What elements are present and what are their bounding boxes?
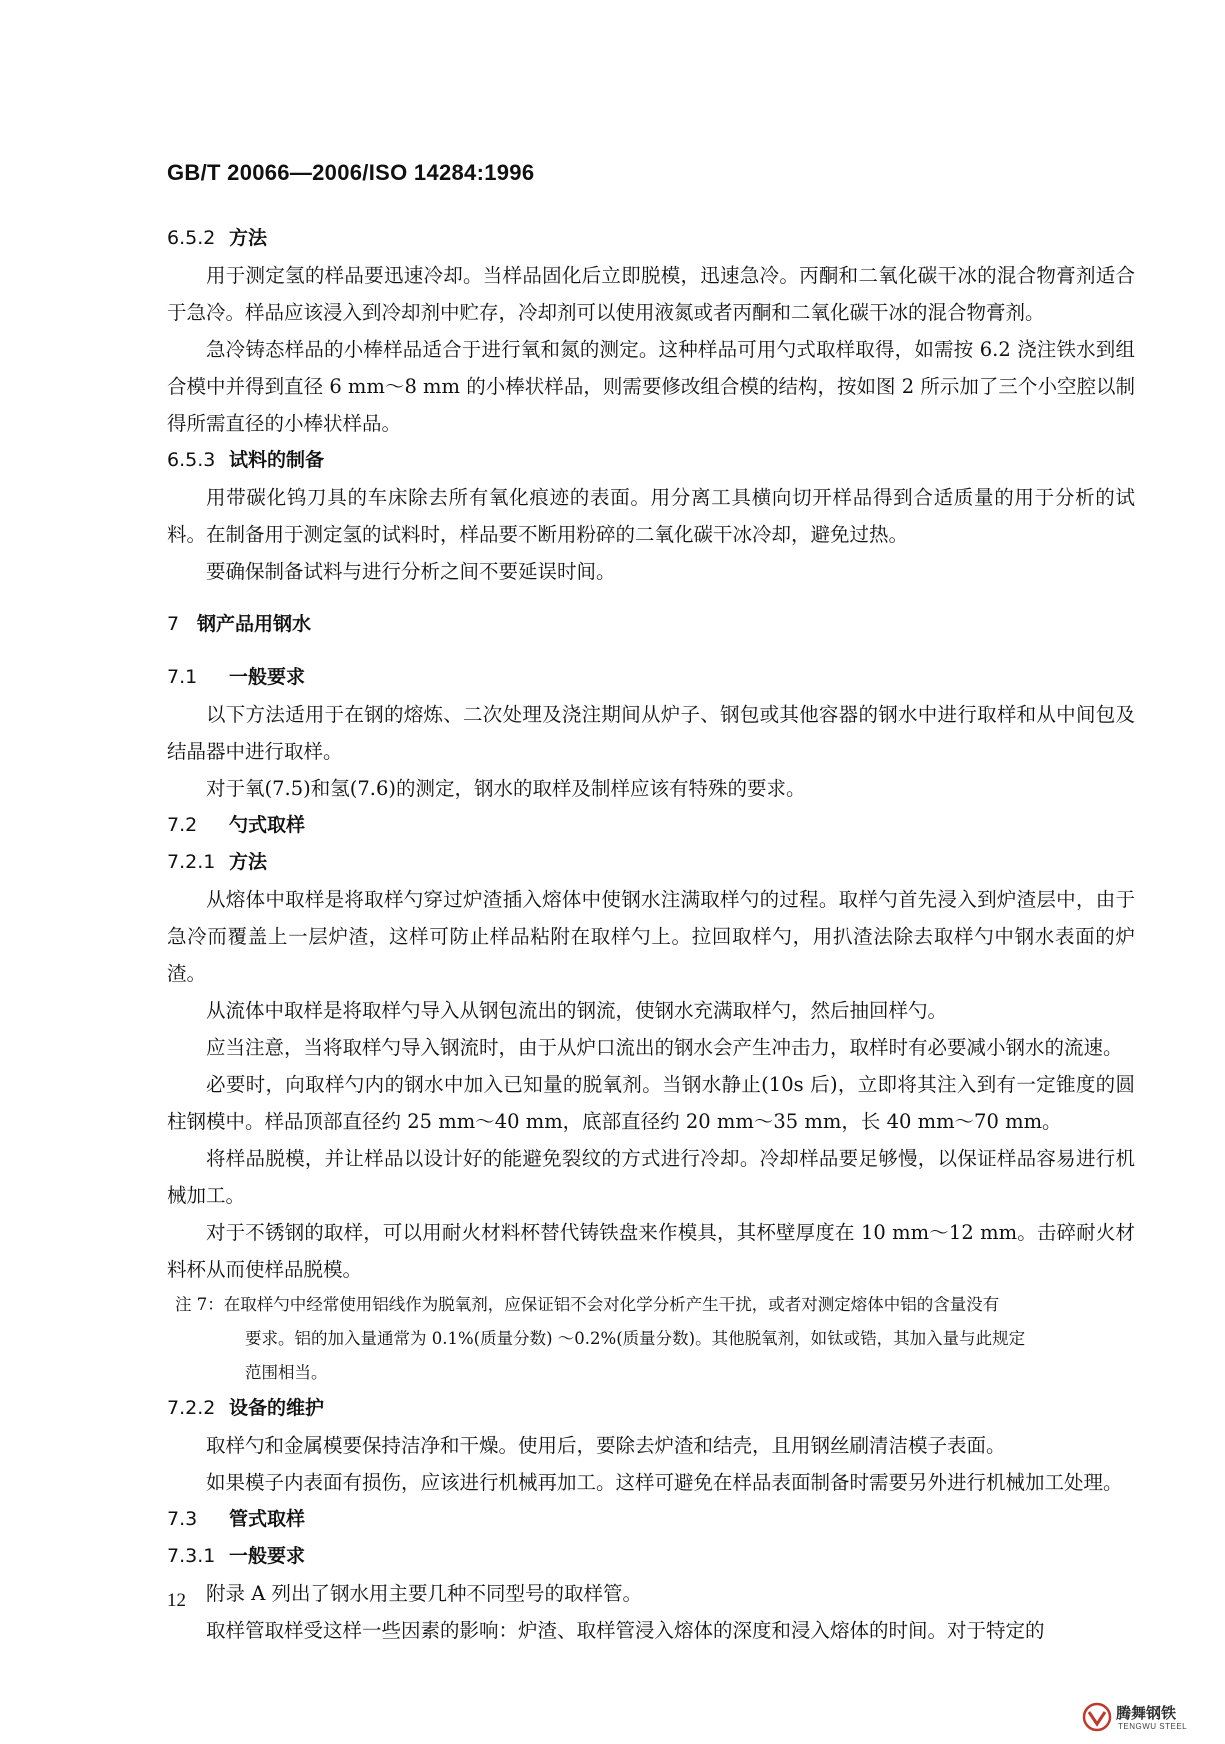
logo-text-en: TENGWU STEEL — [1118, 1722, 1188, 1731]
paragraph: 以下方法适用于在钢的熔炼、二次处理及浇注期间从炉子、钢包或其他容器的钢水中进行取样和从中间包及结晶器中进行取样。 — [167, 703, 1135, 763]
section-heading — [167, 1501, 1135, 1538]
section-heading — [167, 807, 1135, 844]
section-number: 7.3.1 — [167, 1545, 216, 1567]
section-number: 7 — [167, 613, 180, 635]
section-title: 方法 — [229, 227, 268, 249]
section-number: 7.2.2 — [167, 1397, 216, 1419]
paragraph: 用于测定氢的样品要迅速冷却。当样品固化后立即脱模，迅速急冷。丙酮和二氧化碳干冰的混合物膏剂适合于急冷。样品应该浸入到冷却剂中贮存，冷却剂可以使用液氮或者丙酮和二氧化碳干冰的混合物膏剂。 — [167, 264, 1135, 324]
logo-text-cn: 腾舞钢铁 — [1116, 1704, 1177, 1722]
watermark-logo — [1082, 1700, 1202, 1736]
section-number: 7.2.1 — [167, 851, 216, 873]
logo-icon — [1082, 1702, 1112, 1732]
standard-header: GB/T 20066—2006/ISO 14284:1996 — [167, 160, 535, 185]
paragraph: 从熔体中取样是将取样勺穿过炉渣插入熔体中使钢水注满取样勺的过程。取样勺首先浸入到炉渣层中，由于急冷而覆盖上一层炉渣，这样可防止样品粘附在取样勺上。拉回取样勺，用扒渣法除去取样勺中钢水表面的炉渣。 — [167, 888, 1135, 985]
section-number: 7.1 — [167, 666, 198, 688]
paragraph: 用带碳化钨刀具的车床除去所有氧化痕迹的表面。用分离工具横向切开样品得到合适质量的用于分析的试料。在制备用于测定氢的试料时，样品要不断用粉碎的二氧化碳干冰冷却，避免过热。 — [167, 486, 1135, 546]
section-heading — [167, 442, 1135, 479]
note-block — [167, 1288, 1135, 1390]
section-title: 一般要求 — [229, 1545, 306, 1567]
section-title: 勺式取样 — [229, 814, 306, 836]
page-number: 12 — [167, 1590, 186, 1611]
section-title: 钢产品用钢水 — [197, 613, 312, 635]
section-title: 一般要求 — [229, 666, 306, 688]
paragraph: 取样勺和金属模要保持洁净和干燥。使用后，要除去炉渣和结壳，且用钢丝刷清洁模子表面。 — [206, 1434, 1006, 1457]
paragraph: 急冷铸态样品的小棒样品适合于进行氧和氮的测定。这种样品可用勺式取样取得，如需按 6.2 浇注铁水到组合模中并得到直径 6 mm～8 mm 的小棒状样品，则需要修改组合模的结构，按如图 2 所示加了三个小空腔以制得所需直径的小棒状样品。 — [167, 338, 1135, 435]
document-body — [167, 220, 1135, 1649]
section-heading — [167, 606, 1135, 643]
paragraph: 对于氧(7.5)和氢(7.6)的测定，钢水的取样及制样应该有特殊的要求。 — [206, 777, 806, 800]
paragraph: 将样品脱模，并让样品以设计好的能避免裂纹的方式进行冷却。冷却样品要足够慢，以保证样品容易进行机械加工。 — [167, 1147, 1135, 1207]
paragraph: 从流体中取样是将取样勺导入从钢包流出的钢流，使钢水充满取样勺，然后抽回样勺。 — [206, 999, 948, 1022]
section-heading — [167, 1390, 1135, 1427]
section-number: 6.5.2 — [167, 227, 216, 249]
paragraph: 附录 A 列出了钢水用主要几种不同型号的取样管。 — [206, 1582, 642, 1605]
section-heading — [167, 659, 1135, 696]
section-heading — [167, 220, 1135, 257]
section-number: 7.2 — [167, 814, 198, 836]
section-heading — [167, 1538, 1135, 1575]
note-line: 在取样勺中经常使用铝线作为脱氧剂，应保证铝不会对化学分析产生干扰，或者对测定熔体中铝的含量没有 — [223, 1295, 1000, 1314]
section-heading — [167, 844, 1135, 881]
note-line: 范围相当。 — [245, 1363, 328, 1382]
paragraph: 要确保制备试料与进行分析之间不要延误时间。 — [206, 560, 616, 583]
paragraph: 必要时，向取样勺内的钢水中加入已知量的脱氧剂。当钢水静止(10s 后)，立即将其注入到有一定锥度的圆柱钢模中。样品顶部直径约 25 mm～40 mm，底部直径约 20 mm～35 mm，长 40 mm～70 mm。 — [167, 1073, 1135, 1133]
note-label: 注 7： — [175, 1295, 224, 1314]
paragraph: 对于不锈钢的取样，可以用耐火材料杯替代铸铁盘来作模具，其杯壁厚度在 10 mm～12 mm。击碎耐火材料杯从而使样品脱模。 — [167, 1221, 1135, 1281]
section-title: 设备的维护 — [229, 1397, 325, 1419]
section-title: 管式取样 — [229, 1508, 306, 1530]
section-title: 试料的制备 — [229, 449, 325, 471]
paragraph: 如果模子内表面有损伤，应该进行机械再加工。这样可避免在样品表面制备时需要另外进行机械加工处理。 — [206, 1471, 1123, 1494]
paragraph: 应当注意，当将取样勺导入钢流时，由于从炉口流出的钢水会产生冲击力，取样时有必要减小钢水的流速。 — [206, 1036, 1123, 1059]
note-line: 要求。铝的加入量通常为 0.1%(质量分数) ～0.2%(质量分数)。其他脱氧剂，如钛或锆，其加入量与此规定 — [245, 1329, 1026, 1348]
section-number: 6.5.3 — [167, 449, 216, 471]
section-number: 7.3 — [167, 1508, 198, 1530]
paragraph: 取样管取样受这样一些因素的影响：炉渣、取样管浸入熔体的深度和浸入熔体的时间。对于特定的 — [206, 1619, 1045, 1642]
section-title: 方法 — [229, 851, 268, 873]
